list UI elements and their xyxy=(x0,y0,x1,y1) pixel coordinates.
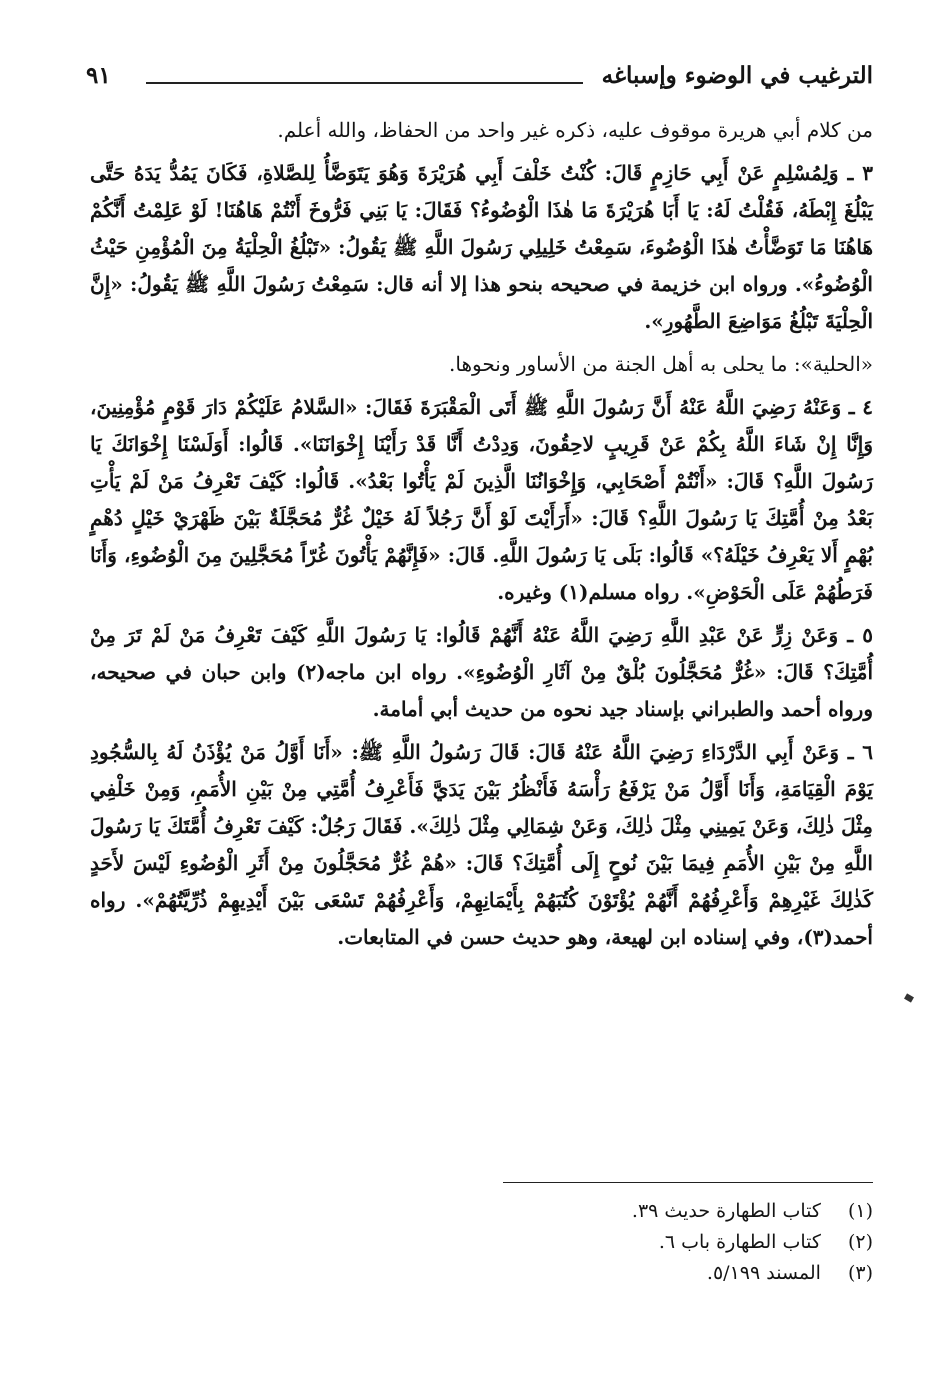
definition-hilya: «الحلية»: ما يحلى به أهل الجنة من الأساور ونحوها. xyxy=(449,352,873,376)
footnote-1 xyxy=(400,1196,873,1227)
hadith-5: ٥ ـ وَعَنْ زِرٍّ عَنْ عَبْدِ اللَّهِ رَضِيَ اللَّهُ عَنْهُ أَنَّهُمْ قَالُوا: يَا رَسُولَ اللَّهِ كَيْفَ تَعْرِفُ مَنْ لَمْ تَرَ مِنْ أُمَّتِكَ؟ قَالَ: «غُرٌّ مُحَجَّلُونَ بُلْقٌ مِنْ آثَارِ الْوُضُوءِ». رواه ابن ماجه(٢) وابن حبان في صحيحه، ورواه أحمد والطبراني بإسناد جيد نحوه من حديث أبي أمامة. xyxy=(90,623,873,721)
hadith-3: ٣ ـ وَلِمُسْلِمٍ عَنْ أَبِي حَازِمٍ قَالَ: كُنْتُ خَلْفَ أَبِي هُرَيْرَةَ وَهُوَ يَتَوَضَّأُ لِلصَّلاةِ، فَكَانَ يَمُدُّ يَدَهُ حَتَّى يَبْلُغَ إِبْطَهُ، فَقُلْتُ لَهُ: يَا أَبَا هُرَيْرَةَ مَا هٰذَا الْوُضُوءُ؟ فَقَالَ: يَا بَنِي فَرُّوخَ أَنْتُمْ هَاهُنَا! لَوْ عَلِمْتُ أَنَّكُمْ هَاهُنَا مَا تَوَضَّأْتُ هٰذَا الْوُضُوءَ، سَمِعْتُ خَلِيلِي رَسُولَ اللَّهِ ﷺ يَقُولُ: «تَبْلُغُ الْحِلْيَةُ مِنَ الْمُؤْمِنِ حَيْثُ الْوُضُوءُ». ورواه ابن خزيمة في صحيحه بنحو هذا إلا أنه قال: سَمِعْتُ رَسُولَ اللَّهِ ﷺ يَقُولُ: «إِنَّ الْحِلْيَةَ تَبْلُغُ مَوَاضِعَ الطَّهُورِ». xyxy=(90,161,874,333)
footnote-text: المسند ٥/١٩٩. xyxy=(706,1262,821,1284)
hadith-6: ٦ ـ وَعَنْ أَبِي الدَّرْدَاءِ رَضِيَ اللَّهُ عَنْهُ قَالَ: قَالَ رَسُولُ اللَّهِ ﷺ: «أَنَا أَوَّلُ مَنْ يُؤْذَنُ لَهُ بِالسُّجُودِ يَوْمَ الْقِيَامَةِ، وَأَنَا أَوَّلُ مَنْ يَرْفَعُ رَأْسَهُ فَأَنْظُرُ بَيْنَ يَدَيَّ فَأَعْرِفُ أُمَّتِي مِنْ بَيْنِ الأُمَمِ، وَمِنْ خَلْفِي مِثْلَ ذٰلِكَ، وَعَنْ يَمِينِي مِثْلَ ذٰلِكَ، وَعَنْ شِمَالِي مِثْلَ ذٰلِكَ». فَقَالَ رَجُلٌ: كَيْفَ تَعْرِفُ أُمَّتَكَ يَا رَسُولَ اللَّهِ مِنْ بَيْنِ الأُمَمِ فِيمَا بَيْنَ نُوحٍ إِلَى أُمَّتِكَ؟ قَالَ: «هُمْ غُرٌّ مُحَجَّلُونَ مِنْ أَثَرِ الْوُضُوءِ لَيْسَ لأَحَدٍ كَذٰلِكَ غَيْرِهِمْ وَأَعْرِفُهُمْ أَنَّهُمْ يُؤْتَوْنَ كُتُبَهُمْ بِأَيْمَانِهِمْ، وَأَعْرِفُهُمْ تَسْعَى بَيْنَ أَيْدِيهِمْ ذُرِّيَّتُهُمْ». رواه أحمد(٣)، وفي إسناده ابن لهيعة، وهو حديث حسن في المتابعات. xyxy=(90,740,873,949)
scan-speck xyxy=(904,993,914,1002)
footnote-2 xyxy=(400,1227,873,1258)
paragraph-intro: من كلام أبي هريرة موقوف عليه، ذكره غير واحد من الحفاظ، والله أعلم. xyxy=(277,118,873,142)
header-rule xyxy=(146,82,583,84)
footnote-separator xyxy=(503,1182,873,1183)
page-number: ٩١ xyxy=(86,62,111,89)
footnote-marker: (٢) xyxy=(847,1231,873,1253)
running-title: الترغيب في الوضوء وإسباغه xyxy=(601,62,873,89)
footnote-3 xyxy=(400,1258,873,1289)
footnote-text: كتاب الطهارة حديث ٣٩. xyxy=(631,1200,821,1222)
footnote-text: كتاب الطهارة باب ٦. xyxy=(658,1231,821,1253)
page-header xyxy=(86,60,873,100)
hadith-4: ٤ ـ وَعَنْهُ رَضِيَ اللَّهُ عَنْهُ أَنَّ رَسُولَ اللَّهِ ﷺ أَتَى الْمَقْبَرَةَ فَقَالَ: «السَّلامُ عَلَيْكُمْ دَارَ قَوْمٍ مُؤْمِنِينَ، وَإِنَّا إِنْ شَاءَ اللَّهُ بِكُمْ عَنْ قَرِيبٍ لاحِقُونَ، وَدِدْتُ أَنَّا قَدْ رَأَيْنَا إِخْوَانَنَا». قَالُوا: أَوَلَسْنَا إِخْوَانَكَ يَا رَسُولَ اللَّهِ؟ قَالَ: «أَنْتُمْ أَصْحَابِي، وَإِخْوَانُنَا الَّذِينَ لَمْ يَأْتُوا بَعْدُ». قَالُوا: كَيْفَ تَعْرِفُ مَنْ لَمْ يَأْتِ بَعْدُ مِنْ أُمَّتِكَ يَا رَسُولَ اللَّهِ؟ قَالَ: «أَرَأَيْتَ لَوْ أَنَّ رَجُلاً لَهُ خَيْلٌ غُرٌّ مُحَجَّلَةٌ بَيْنَ ظَهْرَيْ خَيْلٍ دُهْمٍ بُهْمٍ أَلا يَعْرِفُ خَيْلَهُ؟» قَالُوا: بَلَى يَا رَسُولَ اللَّهِ. قَالَ: «فَإِنَّهُمْ يَأْتُونَ غُرّاً مُحَجَّلِينَ مِنَ الْوُضُوءِ، وَأَنَا فَرَطُهُمْ عَلَى الْحَوْضِ». رواه مسلم(١) وغيره. xyxy=(90,395,873,604)
footnote-marker: (٣) xyxy=(847,1262,873,1284)
footnote-marker: (١) xyxy=(847,1200,873,1222)
footnotes xyxy=(400,1196,873,1289)
page-body xyxy=(90,112,873,962)
